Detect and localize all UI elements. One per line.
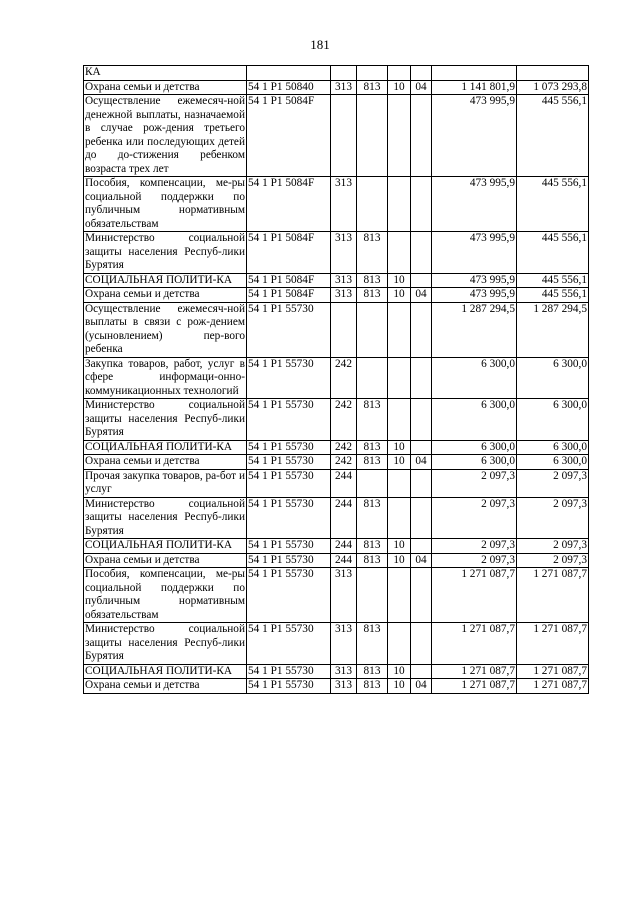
row-amount-2: 445 556,1 bbox=[517, 288, 589, 303]
row-code bbox=[247, 66, 331, 81]
row-rz bbox=[388, 66, 411, 81]
row-code: 54 1 P1 55730 bbox=[247, 553, 331, 568]
row-amount-1: 473 995,9 bbox=[432, 232, 517, 274]
row-pr bbox=[411, 357, 432, 399]
row-gr bbox=[357, 568, 388, 623]
row-pr bbox=[411, 664, 432, 679]
row-vr: 313 bbox=[331, 273, 357, 288]
row-name: Министерство социальной защиты населения Респуб-лики Бурятия bbox=[85, 399, 245, 438]
row-vr: 242 bbox=[331, 440, 357, 455]
row-vr: 242 bbox=[331, 357, 357, 399]
row-amount-1: 473 995,9 bbox=[432, 177, 517, 232]
row-rz: 10 bbox=[388, 440, 411, 455]
row-pr bbox=[411, 66, 432, 81]
table-row bbox=[84, 553, 589, 568]
row-name: Министерство социальной защиты населения Респуб-лики Бурятия bbox=[85, 623, 245, 662]
row-pr bbox=[411, 399, 432, 441]
row-name: СОЦИАЛЬНАЯ ПОЛИТИ-КА bbox=[84, 440, 247, 455]
row-gr: 813 bbox=[357, 497, 388, 539]
row-name: Осуществление ежемесяч-ной денежной выплаты, назначаемой в случае рож-дения третьего ребенка или последующих детей до до-стижения ребенком возраста трех лет bbox=[85, 95, 245, 175]
row-amount-1: 6 300,0 bbox=[432, 399, 517, 441]
row-amount-1: 2 097,3 bbox=[432, 497, 517, 539]
table-row bbox=[84, 302, 589, 357]
row-rz bbox=[388, 302, 411, 357]
row-amount-2: 1 073 293,8 bbox=[517, 80, 589, 95]
row-pr: 04 bbox=[411, 455, 432, 470]
row-code: 54 1 P1 55730 bbox=[247, 623, 331, 665]
row-code: 54 1 P1 55730 bbox=[247, 399, 331, 441]
row-name: Охрана семьи и детства bbox=[84, 553, 247, 568]
row-name: Министерство социальной защиты населения Респуб-лики Бурятия bbox=[85, 232, 245, 271]
row-rz bbox=[388, 497, 411, 539]
row-vr: 244 bbox=[331, 497, 357, 539]
table-row bbox=[84, 288, 589, 303]
table-row bbox=[84, 177, 589, 232]
row-rz bbox=[388, 568, 411, 623]
row-code: 54 1 P1 5084F bbox=[247, 273, 331, 288]
row-name: Закупка товаров, работ, услуг в сфере информаци-онно-коммуникационных технологий bbox=[85, 357, 245, 397]
row-name: СОЦИАЛЬНАЯ ПОЛИТИ-КА bbox=[84, 539, 247, 554]
row-code: 54 1 P1 55730 bbox=[247, 357, 331, 399]
row-amount-1 bbox=[432, 66, 517, 81]
row-rz bbox=[388, 399, 411, 441]
row-gr: 813 bbox=[357, 623, 388, 665]
row-amount-2: 1 271 087,7 bbox=[517, 568, 589, 623]
row-vr: 244 bbox=[331, 539, 357, 554]
row-name: Пособия, компенсации, ме-ры социальной поддержки по публичным нормативным обязательствам bbox=[85, 177, 245, 230]
row-pr: 04 bbox=[411, 679, 432, 694]
row-rz: 10 bbox=[388, 273, 411, 288]
row-vr bbox=[331, 302, 357, 357]
row-vr: 313 bbox=[331, 679, 357, 694]
table-row bbox=[84, 273, 589, 288]
row-amount-2: 2 097,3 bbox=[517, 539, 589, 554]
row-vr: 313 bbox=[331, 568, 357, 623]
row-pr bbox=[411, 302, 432, 357]
row-amount-2: 6 300,0 bbox=[517, 357, 589, 399]
row-amount-1: 2 097,3 bbox=[432, 553, 517, 568]
row-gr: 813 bbox=[357, 273, 388, 288]
row-amount-2 bbox=[517, 66, 589, 81]
budget-table bbox=[83, 65, 589, 694]
row-amount-1: 1 271 087,7 bbox=[432, 664, 517, 679]
row-gr: 813 bbox=[357, 553, 388, 568]
row-vr: 242 bbox=[331, 399, 357, 441]
row-gr: 813 bbox=[357, 399, 388, 441]
row-pr bbox=[411, 273, 432, 288]
row-amount-1: 1 287 294,5 bbox=[432, 302, 517, 357]
row-vr: 313 bbox=[331, 288, 357, 303]
row-pr: 04 bbox=[411, 553, 432, 568]
row-pr bbox=[411, 440, 432, 455]
row-amount-2: 2 097,3 bbox=[517, 497, 589, 539]
row-amount-2: 2 097,3 bbox=[517, 469, 589, 497]
table-row bbox=[84, 623, 589, 665]
row-gr bbox=[357, 66, 388, 81]
row-code: 54 1 P1 50840 bbox=[247, 80, 331, 95]
row-rz bbox=[388, 357, 411, 399]
table-row bbox=[84, 539, 589, 554]
table-row bbox=[84, 664, 589, 679]
row-name: КА bbox=[84, 66, 247, 81]
row-pr: 04 bbox=[411, 288, 432, 303]
row-amount-2: 445 556,1 bbox=[517, 95, 589, 177]
row-vr: 313 bbox=[331, 177, 357, 232]
row-amount-1: 2 097,3 bbox=[432, 469, 517, 497]
table-row bbox=[84, 232, 589, 274]
row-gr: 813 bbox=[357, 80, 388, 95]
row-gr bbox=[357, 357, 388, 399]
row-code: 54 1 P1 55730 bbox=[247, 497, 331, 539]
row-gr: 813 bbox=[357, 679, 388, 694]
row-code: 54 1 P1 55730 bbox=[247, 455, 331, 470]
row-amount-2: 2 097,3 bbox=[517, 553, 589, 568]
page-number: 181 bbox=[310, 37, 330, 52]
row-amount-2: 6 300,0 bbox=[517, 399, 589, 441]
row-rz bbox=[388, 177, 411, 232]
table-row bbox=[84, 399, 589, 441]
row-amount-1: 473 995,9 bbox=[432, 273, 517, 288]
row-vr: 313 bbox=[331, 80, 357, 95]
row-pr bbox=[411, 539, 432, 554]
row-code: 54 1 P1 5084F bbox=[247, 95, 331, 177]
row-gr: 813 bbox=[357, 232, 388, 274]
row-code: 54 1 P1 55730 bbox=[247, 679, 331, 694]
table-row bbox=[84, 357, 589, 399]
row-vr: 313 bbox=[331, 623, 357, 665]
row-amount-1: 6 300,0 bbox=[432, 455, 517, 470]
row-name: Пособия, компенсации, ме-ры социальной поддержки по публичным нормативным обязательствам bbox=[85, 568, 245, 621]
row-amount-1: 1 271 087,7 bbox=[432, 679, 517, 694]
row-code: 54 1 P1 55730 bbox=[247, 539, 331, 554]
row-name: Охрана семьи и детства bbox=[84, 80, 247, 95]
row-pr: 04 bbox=[411, 80, 432, 95]
row-rz: 10 bbox=[388, 455, 411, 470]
row-rz: 10 bbox=[388, 80, 411, 95]
row-pr bbox=[411, 497, 432, 539]
row-amount-1: 6 300,0 bbox=[432, 440, 517, 455]
table-row bbox=[84, 95, 589, 177]
row-gr bbox=[357, 177, 388, 232]
row-name: Охрана семьи и детства bbox=[84, 288, 247, 303]
row-amount-2: 6 300,0 bbox=[517, 440, 589, 455]
row-pr bbox=[411, 177, 432, 232]
row-rz: 10 bbox=[388, 679, 411, 694]
row-vr: 313 bbox=[331, 232, 357, 274]
row-name: Министерство социальной защиты населения Респуб-лики Бурятия bbox=[85, 497, 245, 537]
row-amount-1: 473 995,9 bbox=[432, 288, 517, 303]
table-row bbox=[84, 440, 589, 455]
table-row bbox=[84, 568, 589, 623]
row-rz bbox=[388, 623, 411, 665]
row-code: 54 1 P1 55730 bbox=[247, 440, 331, 455]
row-amount-2: 6 300,0 bbox=[517, 455, 589, 470]
row-pr bbox=[411, 623, 432, 665]
row-rz bbox=[388, 232, 411, 274]
table-row bbox=[84, 469, 589, 497]
row-code: 54 1 P1 55730 bbox=[247, 302, 331, 357]
row-rz: 10 bbox=[388, 539, 411, 554]
row-vr: 244 bbox=[331, 469, 357, 497]
row-pr bbox=[411, 232, 432, 274]
row-code: 54 1 P1 55730 bbox=[247, 469, 331, 497]
row-amount-2: 445 556,1 bbox=[517, 232, 589, 274]
row-amount-1: 6 300,0 bbox=[432, 357, 517, 399]
table-row bbox=[84, 497, 589, 539]
row-name: Охрана семьи и детства bbox=[84, 455, 247, 470]
row-amount-1: 2 097,3 bbox=[432, 539, 517, 554]
row-code: 54 1 P1 55730 bbox=[247, 664, 331, 679]
row-amount-2: 1 287 294,5 bbox=[517, 302, 589, 357]
row-amount-1: 1 271 087,7 bbox=[432, 568, 517, 623]
row-vr: 244 bbox=[331, 553, 357, 568]
row-code: 54 1 P1 5084F bbox=[247, 288, 331, 303]
row-amount-2: 1 271 087,7 bbox=[517, 664, 589, 679]
table-body bbox=[84, 66, 589, 694]
row-rz: 10 bbox=[388, 288, 411, 303]
row-code: 54 1 P1 55730 bbox=[247, 568, 331, 623]
row-gr bbox=[357, 95, 388, 177]
row-pr bbox=[411, 568, 432, 623]
row-name: Прочая закупка товаров, ра-бот и услуг bbox=[85, 469, 245, 495]
row-rz bbox=[388, 469, 411, 497]
row-amount-2: 445 556,1 bbox=[517, 273, 589, 288]
row-gr: 813 bbox=[357, 539, 388, 554]
row-amount-2: 445 556,1 bbox=[517, 177, 589, 232]
row-amount-1: 1 141 801,9 bbox=[432, 80, 517, 95]
row-rz: 10 bbox=[388, 664, 411, 679]
row-name: СОЦИАЛЬНАЯ ПОЛИТИ-КА bbox=[84, 273, 247, 288]
row-rz bbox=[388, 95, 411, 177]
row-vr bbox=[331, 66, 357, 81]
row-vr: 242 bbox=[331, 455, 357, 470]
row-vr: 313 bbox=[331, 664, 357, 679]
row-name: СОЦИАЛЬНАЯ ПОЛИТИ-КА bbox=[84, 664, 247, 679]
row-amount-1: 1 271 087,7 bbox=[432, 623, 517, 665]
row-pr bbox=[411, 95, 432, 177]
table-row bbox=[84, 80, 589, 95]
row-gr: 813 bbox=[357, 455, 388, 470]
row-gr: 813 bbox=[357, 288, 388, 303]
row-amount-2: 1 271 087,7 bbox=[517, 679, 589, 694]
row-rz: 10 bbox=[388, 553, 411, 568]
row-pr bbox=[411, 469, 432, 497]
table-row bbox=[84, 66, 589, 81]
row-amount-1: 473 995,9 bbox=[432, 95, 517, 177]
row-gr: 813 bbox=[357, 440, 388, 455]
row-code: 54 1 P1 5084F bbox=[247, 232, 331, 274]
row-gr: 813 bbox=[357, 664, 388, 679]
row-code: 54 1 P1 5084F bbox=[247, 177, 331, 232]
row-gr bbox=[357, 469, 388, 497]
row-name: Осуществление ежемесяч-ной выплаты в связи с рож-дением (усыновлением) пер-вого ребенка bbox=[85, 302, 245, 355]
table-row bbox=[84, 455, 589, 470]
table-row bbox=[84, 679, 589, 694]
row-gr bbox=[357, 302, 388, 357]
row-vr bbox=[331, 95, 357, 177]
row-amount-2: 1 271 087,7 bbox=[517, 623, 589, 665]
row-name: Охрана семьи и детства bbox=[84, 679, 247, 694]
